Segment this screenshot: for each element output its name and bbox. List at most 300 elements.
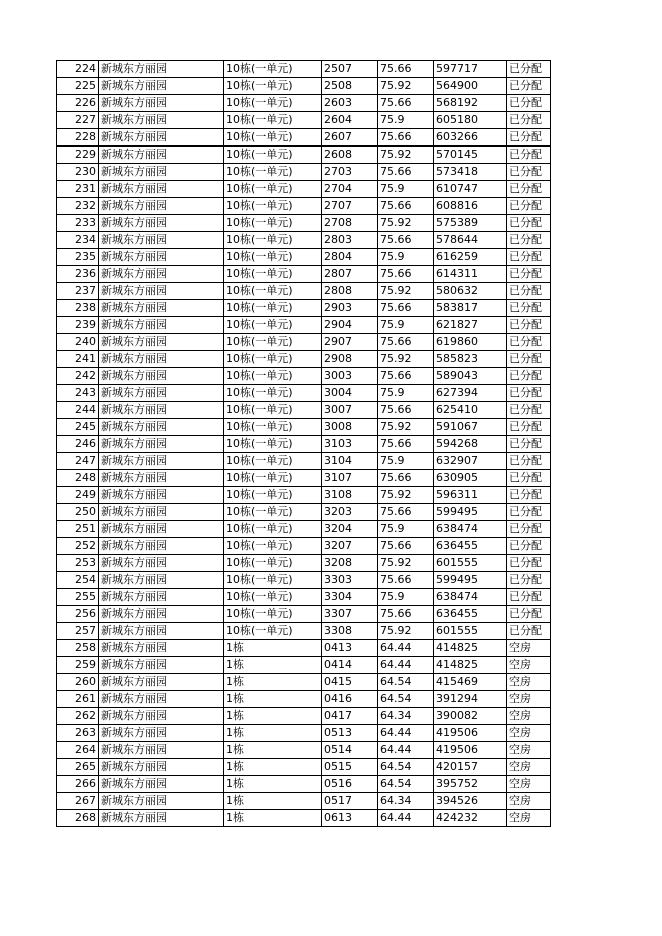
unit-number-cell: 3308 xyxy=(322,623,378,640)
price-cell: 578644 xyxy=(434,232,507,249)
status-cell: 已分配 xyxy=(507,504,551,521)
community-cell: 新城东方丽园 xyxy=(99,453,224,470)
status-cell: 空房 xyxy=(507,708,551,725)
price-cell: 580632 xyxy=(434,283,507,300)
building-cell: 1栋 xyxy=(224,708,322,725)
area-cell: 75.9 xyxy=(378,317,434,334)
price-cell: 573418 xyxy=(434,164,507,181)
table-row xyxy=(57,538,551,555)
price-cell: 585823 xyxy=(434,351,507,368)
community-cell: 新城东方丽园 xyxy=(99,521,224,538)
row-number-cell: 254 xyxy=(57,572,99,589)
community-cell: 新城东方丽园 xyxy=(99,78,224,95)
table-row xyxy=(57,78,551,95)
building-cell: 10栋(一单元) xyxy=(224,95,322,112)
status-cell: 已分配 xyxy=(507,334,551,351)
unit-number-cell: 2804 xyxy=(322,249,378,266)
building-cell: 10栋(一单元) xyxy=(224,368,322,385)
community-cell: 新城东方丽园 xyxy=(99,691,224,708)
table-row xyxy=(57,793,551,810)
row-number-cell: 234 xyxy=(57,232,99,249)
row-number-cell: 268 xyxy=(57,810,99,827)
area-cell: 75.9 xyxy=(378,453,434,470)
price-cell: 589043 xyxy=(434,368,507,385)
community-cell: 新城东方丽园 xyxy=(99,776,224,793)
building-cell: 10栋(一单元) xyxy=(224,300,322,317)
community-cell: 新城东方丽园 xyxy=(99,266,224,283)
price-cell: 619860 xyxy=(434,334,507,351)
community-cell: 新城东方丽园 xyxy=(99,470,224,487)
unit-number-cell: 2908 xyxy=(322,351,378,368)
row-number-cell: 232 xyxy=(57,198,99,215)
table-row xyxy=(57,181,551,198)
community-cell: 新城东方丽园 xyxy=(99,555,224,572)
unit-number-cell: 3103 xyxy=(322,436,378,453)
area-cell: 75.92 xyxy=(378,78,434,95)
community-cell: 新城东方丽园 xyxy=(99,725,224,742)
area-cell: 75.66 xyxy=(378,300,434,317)
area-cell: 75.66 xyxy=(378,368,434,385)
price-cell: 424232 xyxy=(434,810,507,827)
community-cell: 新城东方丽园 xyxy=(99,198,224,215)
unit-number-cell: 2704 xyxy=(322,181,378,198)
unit-number-cell: 3307 xyxy=(322,606,378,623)
row-number-cell: 255 xyxy=(57,589,99,606)
unit-number-cell: 0415 xyxy=(322,674,378,691)
unit-number-cell: 2907 xyxy=(322,334,378,351)
price-cell: 394526 xyxy=(434,793,507,810)
area-cell: 64.44 xyxy=(378,725,434,742)
price-cell: 621827 xyxy=(434,317,507,334)
area-cell: 64.44 xyxy=(378,640,434,657)
row-number-cell: 251 xyxy=(57,521,99,538)
row-number-cell: 233 xyxy=(57,215,99,232)
building-cell: 10栋(一单元) xyxy=(224,487,322,504)
table-row xyxy=(57,708,551,725)
status-cell: 已分配 xyxy=(507,589,551,606)
row-number-cell: 257 xyxy=(57,623,99,640)
table-row xyxy=(57,146,551,164)
row-number-cell: 243 xyxy=(57,385,99,402)
community-cell: 新城东方丽园 xyxy=(99,793,224,810)
community-cell: 新城东方丽园 xyxy=(99,674,224,691)
building-cell: 10栋(一单元) xyxy=(224,453,322,470)
price-cell: 597717 xyxy=(434,61,507,78)
status-cell: 已分配 xyxy=(507,61,551,78)
area-cell: 64.34 xyxy=(378,793,434,810)
community-cell: 新城东方丽园 xyxy=(99,538,224,555)
price-cell: 632907 xyxy=(434,453,507,470)
table-row xyxy=(57,810,551,827)
row-number-cell: 238 xyxy=(57,300,99,317)
unit-number-cell: 3004 xyxy=(322,385,378,402)
price-cell: 415469 xyxy=(434,674,507,691)
area-cell: 64.54 xyxy=(378,674,434,691)
status-cell: 空房 xyxy=(507,776,551,793)
table-row xyxy=(57,61,551,78)
unit-number-cell: 0513 xyxy=(322,725,378,742)
building-cell: 10栋(一单元) xyxy=(224,198,322,215)
building-cell: 10栋(一单元) xyxy=(224,232,322,249)
building-cell: 10栋(一单元) xyxy=(224,164,322,181)
unit-number-cell: 2603 xyxy=(322,95,378,112)
row-number-cell: 266 xyxy=(57,776,99,793)
price-cell: 568192 xyxy=(434,95,507,112)
row-number-cell: 236 xyxy=(57,266,99,283)
community-cell: 新城东方丽园 xyxy=(99,504,224,521)
community-cell: 新城东方丽园 xyxy=(99,419,224,436)
unit-number-cell: 0417 xyxy=(322,708,378,725)
housing-allocation-table xyxy=(56,60,551,827)
price-cell: 564900 xyxy=(434,78,507,95)
building-cell: 10栋(一单元) xyxy=(224,112,322,129)
unit-number-cell: 3108 xyxy=(322,487,378,504)
table-row xyxy=(57,657,551,674)
building-cell: 10栋(一单元) xyxy=(224,572,322,589)
area-cell: 64.44 xyxy=(378,657,434,674)
table-row xyxy=(57,776,551,793)
area-cell: 75.92 xyxy=(378,146,434,164)
area-cell: 75.9 xyxy=(378,112,434,129)
table-row xyxy=(57,249,551,266)
table-row xyxy=(57,334,551,351)
price-cell: 594268 xyxy=(434,436,507,453)
table-row xyxy=(57,504,551,521)
unit-number-cell: 2508 xyxy=(322,78,378,95)
row-number-cell: 224 xyxy=(57,61,99,78)
row-number-cell: 227 xyxy=(57,112,99,129)
table-row xyxy=(57,725,551,742)
area-cell: 75.66 xyxy=(378,402,434,419)
price-cell: 636455 xyxy=(434,538,507,555)
unit-number-cell: 2807 xyxy=(322,266,378,283)
status-cell: 空房 xyxy=(507,640,551,657)
row-number-cell: 250 xyxy=(57,504,99,521)
price-cell: 625410 xyxy=(434,402,507,419)
status-cell: 已分配 xyxy=(507,198,551,215)
status-cell: 空房 xyxy=(507,810,551,827)
table-body xyxy=(57,61,551,827)
row-number-cell: 225 xyxy=(57,78,99,95)
row-number-cell: 260 xyxy=(57,674,99,691)
community-cell: 新城东方丽园 xyxy=(99,436,224,453)
price-cell: 575389 xyxy=(434,215,507,232)
community-cell: 新城东方丽园 xyxy=(99,249,224,266)
table-row xyxy=(57,691,551,708)
area-cell: 75.9 xyxy=(378,249,434,266)
area-cell: 75.92 xyxy=(378,419,434,436)
status-cell: 已分配 xyxy=(507,538,551,555)
price-cell: 395752 xyxy=(434,776,507,793)
community-cell: 新城东方丽园 xyxy=(99,129,224,147)
community-cell: 新城东方丽园 xyxy=(99,146,224,164)
row-number-cell: 245 xyxy=(57,419,99,436)
building-cell: 10栋(一单元) xyxy=(224,215,322,232)
community-cell: 新城东方丽园 xyxy=(99,300,224,317)
status-cell: 已分配 xyxy=(507,146,551,164)
status-cell: 已分配 xyxy=(507,317,551,334)
table-row xyxy=(57,674,551,691)
unit-number-cell: 3007 xyxy=(322,402,378,419)
area-cell: 75.66 xyxy=(378,198,434,215)
unit-number-cell: 2904 xyxy=(322,317,378,334)
community-cell: 新城东方丽园 xyxy=(99,368,224,385)
area-cell: 64.44 xyxy=(378,810,434,827)
price-cell: 414825 xyxy=(434,640,507,657)
row-number-cell: 228 xyxy=(57,129,99,147)
price-cell: 599495 xyxy=(434,572,507,589)
status-cell: 已分配 xyxy=(507,623,551,640)
building-cell: 1栋 xyxy=(224,691,322,708)
area-cell: 75.92 xyxy=(378,283,434,300)
unit-number-cell: 3204 xyxy=(322,521,378,538)
price-cell: 419506 xyxy=(434,725,507,742)
area-cell: 64.54 xyxy=(378,759,434,776)
status-cell: 空房 xyxy=(507,759,551,776)
unit-number-cell: 0416 xyxy=(322,691,378,708)
status-cell: 空房 xyxy=(507,725,551,742)
building-cell: 10栋(一单元) xyxy=(224,61,322,78)
unit-number-cell: 0515 xyxy=(322,759,378,776)
building-cell: 1栋 xyxy=(224,759,322,776)
price-cell: 601555 xyxy=(434,623,507,640)
status-cell: 已分配 xyxy=(507,419,551,436)
table-row xyxy=(57,317,551,334)
price-cell: 419506 xyxy=(434,742,507,759)
building-cell: 10栋(一单元) xyxy=(224,146,322,164)
unit-number-cell: 3003 xyxy=(322,368,378,385)
table-row xyxy=(57,623,551,640)
price-cell: 638474 xyxy=(434,521,507,538)
price-cell: 414825 xyxy=(434,657,507,674)
unit-number-cell: 2607 xyxy=(322,129,378,147)
area-cell: 75.66 xyxy=(378,129,434,147)
building-cell: 10栋(一单元) xyxy=(224,181,322,198)
row-number-cell: 256 xyxy=(57,606,99,623)
community-cell: 新城东方丽园 xyxy=(99,334,224,351)
building-cell: 10栋(一单元) xyxy=(224,249,322,266)
price-cell: 610747 xyxy=(434,181,507,198)
status-cell: 空房 xyxy=(507,691,551,708)
status-cell: 已分配 xyxy=(507,521,551,538)
community-cell: 新城东方丽园 xyxy=(99,657,224,674)
community-cell: 新城东方丽园 xyxy=(99,351,224,368)
building-cell: 1栋 xyxy=(224,776,322,793)
building-cell: 10栋(一单元) xyxy=(224,385,322,402)
unit-number-cell: 0516 xyxy=(322,776,378,793)
area-cell: 75.66 xyxy=(378,266,434,283)
table-row xyxy=(57,215,551,232)
status-cell: 已分配 xyxy=(507,606,551,623)
building-cell: 10栋(一单元) xyxy=(224,521,322,538)
row-number-cell: 241 xyxy=(57,351,99,368)
row-number-cell: 235 xyxy=(57,249,99,266)
building-cell: 10栋(一单元) xyxy=(224,129,322,147)
unit-number-cell: 2707 xyxy=(322,198,378,215)
building-cell: 10栋(一单元) xyxy=(224,555,322,572)
community-cell: 新城东方丽园 xyxy=(99,708,224,725)
row-number-cell: 259 xyxy=(57,657,99,674)
community-cell: 新城东方丽园 xyxy=(99,623,224,640)
price-cell: 420157 xyxy=(434,759,507,776)
table-row xyxy=(57,419,551,436)
price-cell: 627394 xyxy=(434,385,507,402)
status-cell: 已分配 xyxy=(507,95,551,112)
community-cell: 新城东方丽园 xyxy=(99,572,224,589)
community-cell: 新城东方丽园 xyxy=(99,317,224,334)
community-cell: 新城东方丽园 xyxy=(99,283,224,300)
status-cell: 已分配 xyxy=(507,368,551,385)
building-cell: 1栋 xyxy=(224,793,322,810)
row-number-cell: 263 xyxy=(57,725,99,742)
unit-number-cell: 2803 xyxy=(322,232,378,249)
unit-number-cell: 0613 xyxy=(322,810,378,827)
community-cell: 新城东方丽园 xyxy=(99,810,224,827)
status-cell: 已分配 xyxy=(507,164,551,181)
row-number-cell: 240 xyxy=(57,334,99,351)
area-cell: 75.66 xyxy=(378,504,434,521)
building-cell: 10栋(一单元) xyxy=(224,538,322,555)
building-cell: 10栋(一单元) xyxy=(224,266,322,283)
unit-number-cell: 2608 xyxy=(322,146,378,164)
area-cell: 75.9 xyxy=(378,521,434,538)
area-cell: 75.92 xyxy=(378,487,434,504)
table-row xyxy=(57,385,551,402)
row-number-cell: 246 xyxy=(57,436,99,453)
community-cell: 新城东方丽园 xyxy=(99,589,224,606)
community-cell: 新城东方丽园 xyxy=(99,606,224,623)
table-row xyxy=(57,266,551,283)
table-row xyxy=(57,555,551,572)
area-cell: 75.66 xyxy=(378,61,434,78)
table-row xyxy=(57,759,551,776)
row-number-cell: 237 xyxy=(57,283,99,300)
price-cell: 636455 xyxy=(434,606,507,623)
price-cell: 630905 xyxy=(434,470,507,487)
price-cell: 601555 xyxy=(434,555,507,572)
row-number-cell: 249 xyxy=(57,487,99,504)
area-cell: 75.92 xyxy=(378,215,434,232)
community-cell: 新城东方丽园 xyxy=(99,232,224,249)
unit-number-cell: 3303 xyxy=(322,572,378,589)
table-row xyxy=(57,402,551,419)
status-cell: 已分配 xyxy=(507,215,551,232)
building-cell: 1栋 xyxy=(224,742,322,759)
table-row xyxy=(57,198,551,215)
row-number-cell: 258 xyxy=(57,640,99,657)
row-number-cell: 230 xyxy=(57,164,99,181)
row-number-cell: 261 xyxy=(57,691,99,708)
table-row xyxy=(57,589,551,606)
table-row xyxy=(57,453,551,470)
price-cell: 603266 xyxy=(434,129,507,147)
status-cell: 空房 xyxy=(507,793,551,810)
status-cell: 空房 xyxy=(507,742,551,759)
status-cell: 已分配 xyxy=(507,249,551,266)
status-cell: 已分配 xyxy=(507,470,551,487)
row-number-cell: 267 xyxy=(57,793,99,810)
area-cell: 64.44 xyxy=(378,742,434,759)
status-cell: 已分配 xyxy=(507,351,551,368)
price-cell: 391294 xyxy=(434,691,507,708)
row-number-cell: 226 xyxy=(57,95,99,112)
unit-number-cell: 2507 xyxy=(322,61,378,78)
area-cell: 64.54 xyxy=(378,691,434,708)
community-cell: 新城东方丽园 xyxy=(99,164,224,181)
status-cell: 已分配 xyxy=(507,572,551,589)
row-number-cell: 231 xyxy=(57,181,99,198)
table-row xyxy=(57,283,551,300)
price-cell: 390082 xyxy=(434,708,507,725)
area-cell: 75.92 xyxy=(378,351,434,368)
area-cell: 75.92 xyxy=(378,555,434,572)
table-row xyxy=(57,606,551,623)
row-number-cell: 253 xyxy=(57,555,99,572)
row-number-cell: 264 xyxy=(57,742,99,759)
area-cell: 75.66 xyxy=(378,334,434,351)
table-row xyxy=(57,164,551,181)
area-cell: 75.66 xyxy=(378,95,434,112)
unit-number-cell: 3207 xyxy=(322,538,378,555)
price-cell: 638474 xyxy=(434,589,507,606)
row-number-cell: 229 xyxy=(57,146,99,164)
area-cell: 75.9 xyxy=(378,385,434,402)
table-row xyxy=(57,129,551,147)
building-cell: 1栋 xyxy=(224,674,322,691)
area-cell: 75.66 xyxy=(378,538,434,555)
table-row xyxy=(57,368,551,385)
building-cell: 1栋 xyxy=(224,810,322,827)
unit-number-cell: 2808 xyxy=(322,283,378,300)
area-cell: 75.66 xyxy=(378,436,434,453)
community-cell: 新城东方丽园 xyxy=(99,402,224,419)
community-cell: 新城东方丽园 xyxy=(99,385,224,402)
status-cell: 已分配 xyxy=(507,181,551,198)
status-cell: 已分配 xyxy=(507,232,551,249)
row-number-cell: 239 xyxy=(57,317,99,334)
table-row xyxy=(57,470,551,487)
price-cell: 599495 xyxy=(434,504,507,521)
table-row xyxy=(57,640,551,657)
community-cell: 新城东方丽园 xyxy=(99,759,224,776)
unit-number-cell: 3107 xyxy=(322,470,378,487)
building-cell: 10栋(一单元) xyxy=(224,334,322,351)
area-cell: 75.9 xyxy=(378,181,434,198)
price-cell: 596311 xyxy=(434,487,507,504)
table-row xyxy=(57,521,551,538)
row-number-cell: 265 xyxy=(57,759,99,776)
building-cell: 10栋(一单元) xyxy=(224,283,322,300)
building-cell: 10栋(一单元) xyxy=(224,351,322,368)
status-cell: 已分配 xyxy=(507,555,551,572)
status-cell: 已分配 xyxy=(507,385,551,402)
community-cell: 新城东方丽园 xyxy=(99,181,224,198)
unit-number-cell: 2708 xyxy=(322,215,378,232)
unit-number-cell: 3208 xyxy=(322,555,378,572)
building-cell: 1栋 xyxy=(224,725,322,742)
community-cell: 新城东方丽园 xyxy=(99,742,224,759)
community-cell: 新城东方丽园 xyxy=(99,215,224,232)
table-row xyxy=(57,95,551,112)
unit-number-cell: 0517 xyxy=(322,793,378,810)
unit-number-cell: 3008 xyxy=(322,419,378,436)
table-row xyxy=(57,487,551,504)
building-cell: 10栋(一单元) xyxy=(224,606,322,623)
building-cell: 10栋(一单元) xyxy=(224,402,322,419)
table-row xyxy=(57,232,551,249)
area-cell: 75.66 xyxy=(378,572,434,589)
status-cell: 空房 xyxy=(507,674,551,691)
